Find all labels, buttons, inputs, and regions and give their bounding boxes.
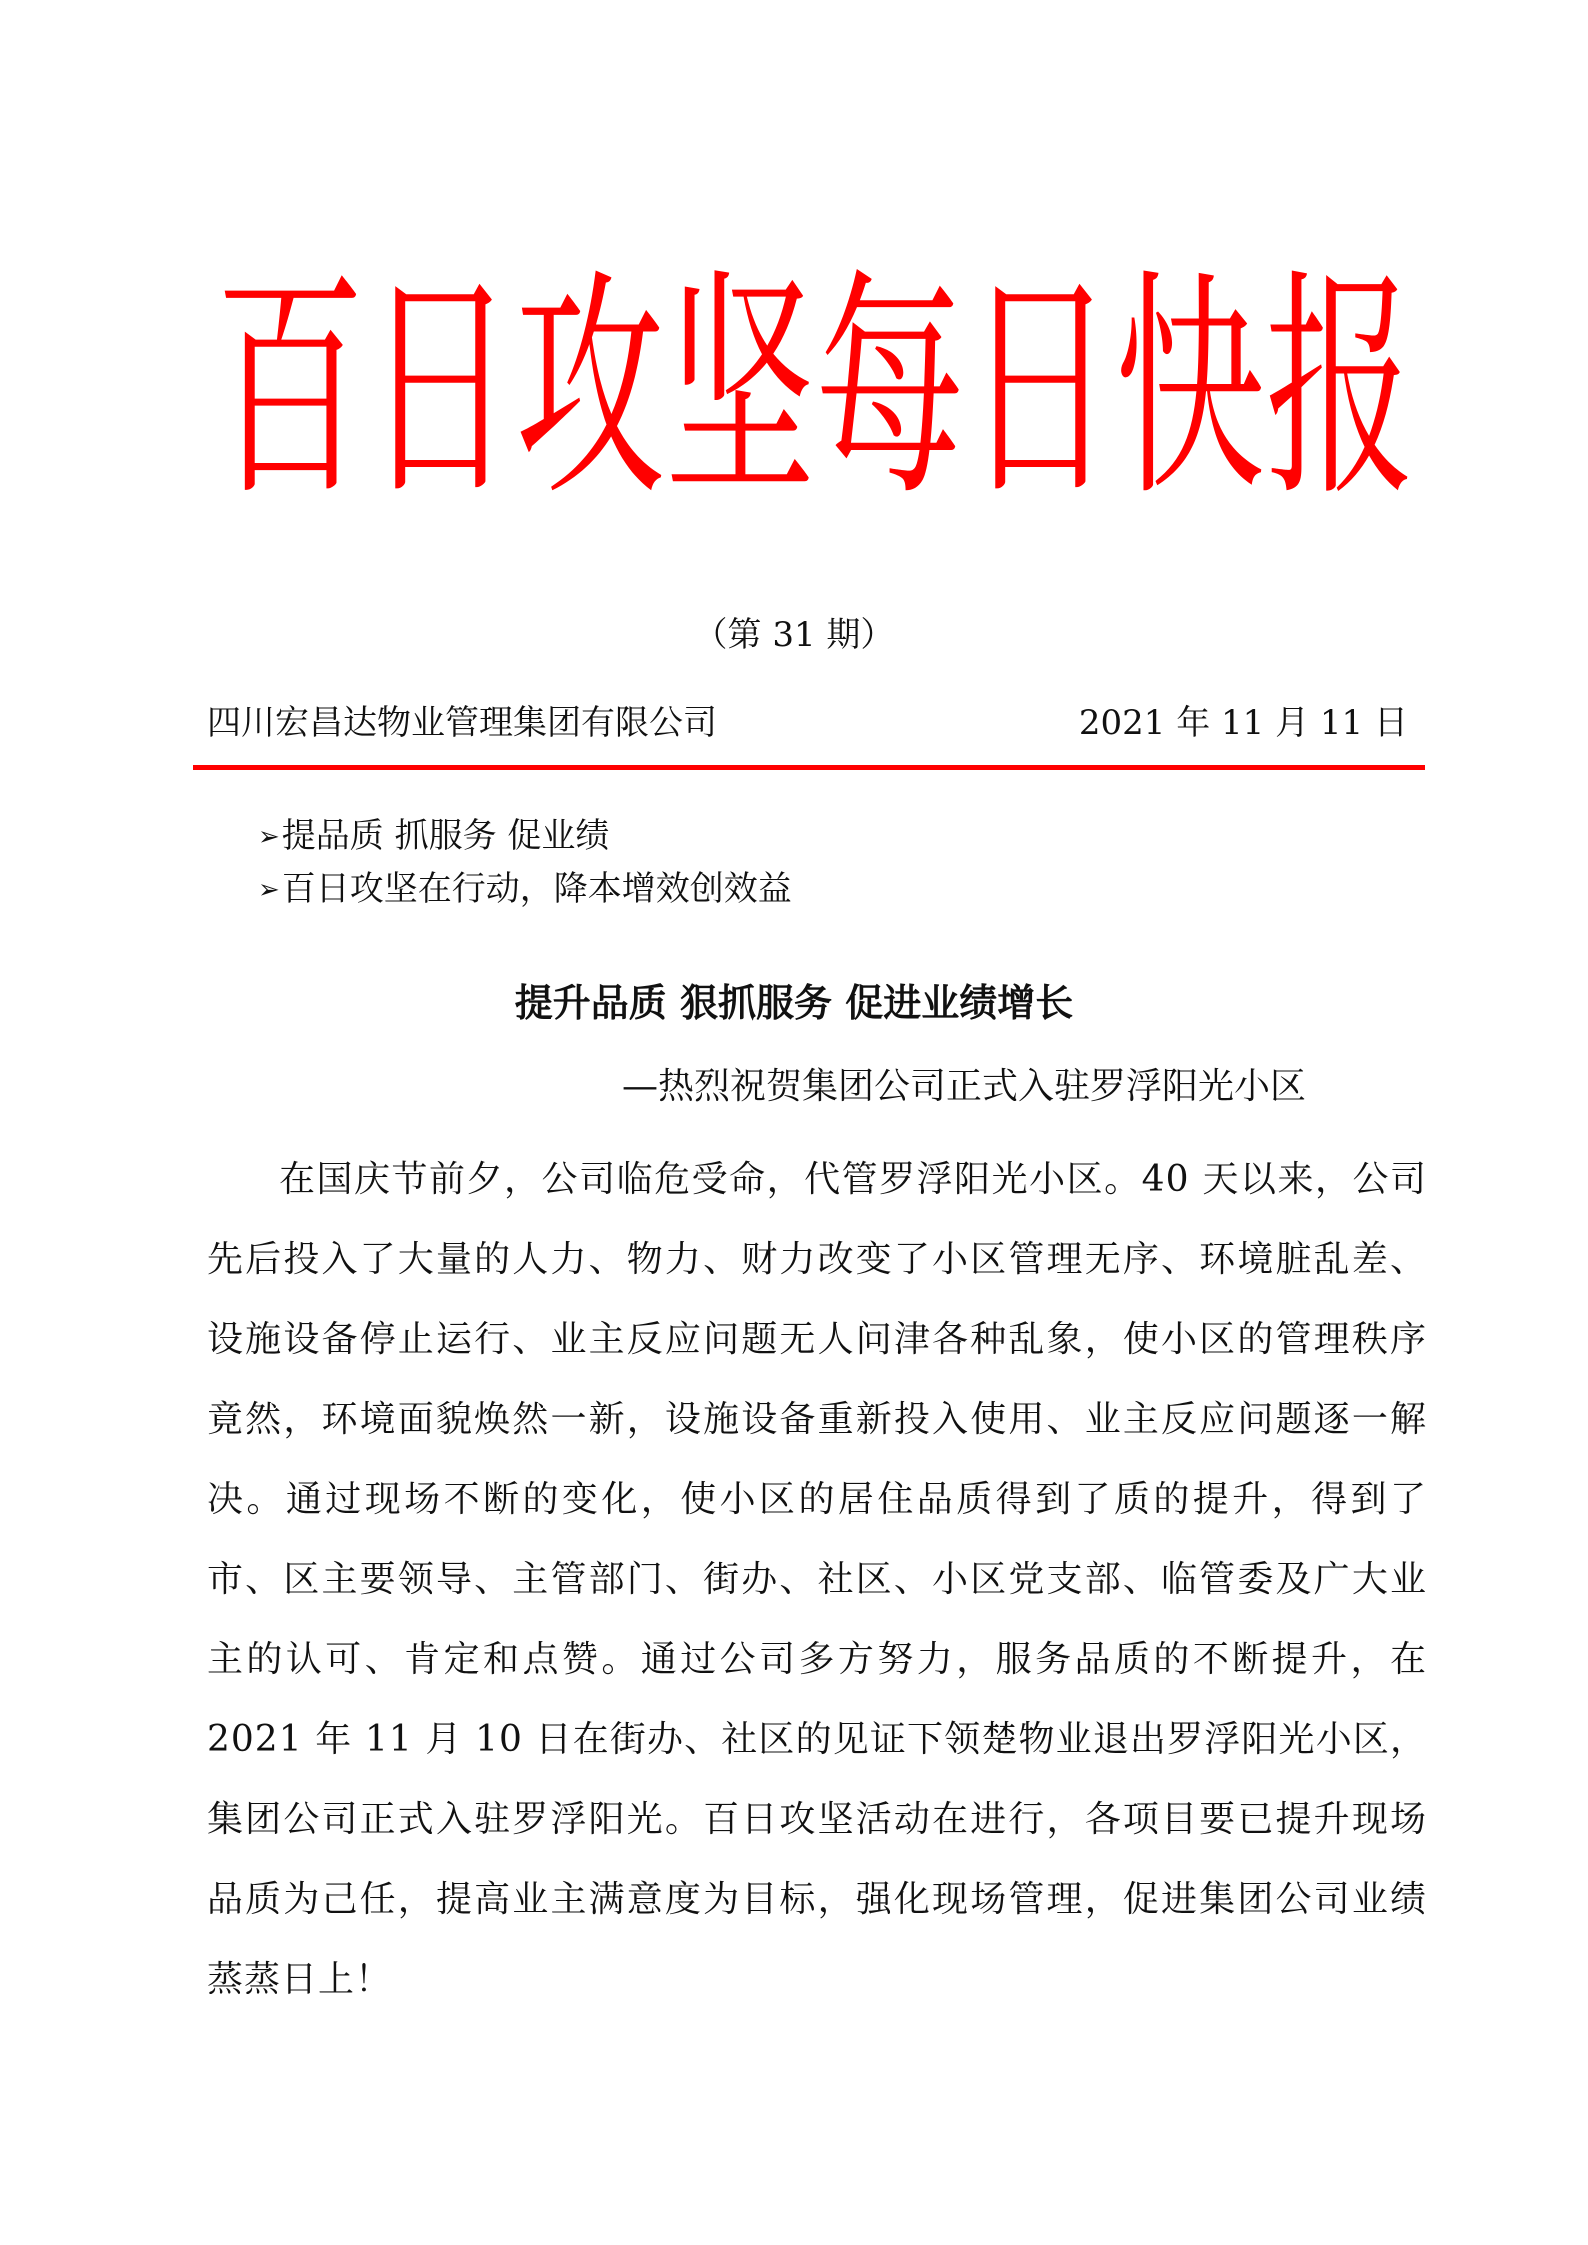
arrow-bullet-icon: ➢ <box>258 822 280 852</box>
arrow-bullet-icon: ➢ <box>258 875 280 905</box>
list-item <box>258 810 792 863</box>
list-item <box>258 863 792 916</box>
organization-name: 四川宏昌达物业管理集团有限公司 <box>207 703 717 743</box>
highlight-text: 提品质 抓服务 促业绩 <box>281 816 610 856</box>
article-title: 提升品质 狠抓服务 促进业绩增长 <box>514 981 1074 1025</box>
publish-date: 2021 年 11 月 11 日 <box>1078 703 1408 743</box>
article-subtitle: —热烈祝贺集团公司正式入驻罗浮阳光小区 <box>622 1066 1307 1107</box>
highlight-text: 百日攻坚在行动，降本增效创效益 <box>281 869 792 909</box>
red-divider <box>193 765 1425 770</box>
article-body: 在国庆节前夕，公司临危受命，代管罗浮阳光小区。40 天以来，公司先后投入了大量的人力、物力、财力改变了小区管理无序、环境脏乱差、设施设备停止运行、业主反应问题无人问津各种乱象，使小区的管理秩序竟然，环境面貌焕然一新，设施设备重新投入使用、业主反应问题逐一解决。通过现场不断的变化，使小区的居住品质得到了质的提升，得到了市、区主要领导、主管部门、街办、社区、小区党支部、临管委及广大业主的认可、肯定和点赞。通过公司多方努力，服务品质的不断提升，在 2021 年 11 月 10 日在街办、社区的见证下领楚物业退出罗浮阳光小区，集团公司正式入驻罗浮阳光。百日攻坚活动在进行，各项目要已提升现场品质为己任，提高业主满意度为目标，强化现场管理，促进集团公司业绩蒸蒸日上！ <box>207 1159 1427 2000</box>
masthead-title: 百日攻坚每日快报 <box>214 250 1415 530</box>
issue-number: （第 31 期） <box>693 615 895 655</box>
highlights-list <box>258 810 792 916</box>
